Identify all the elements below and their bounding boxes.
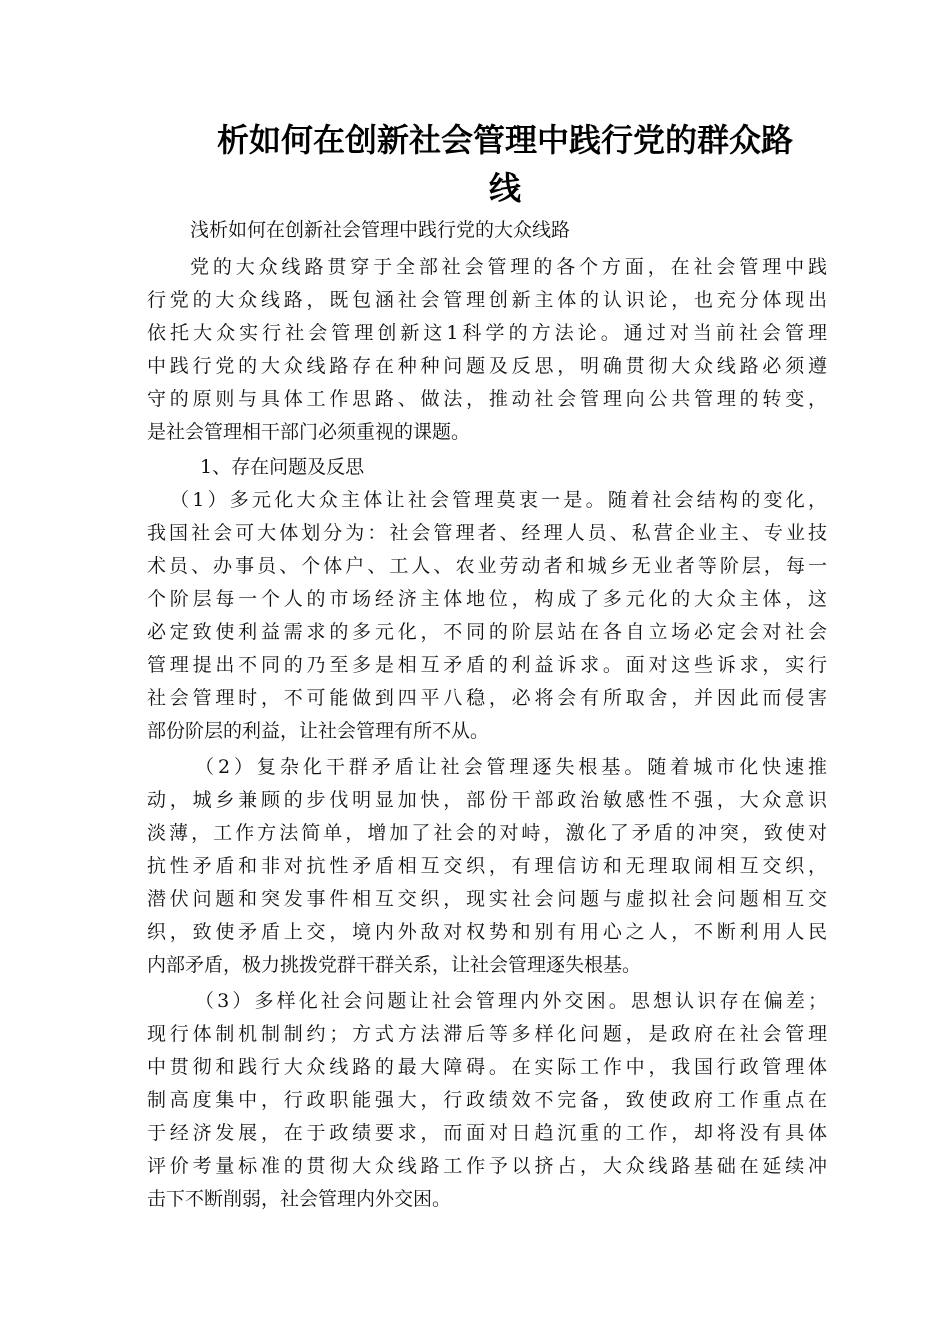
paragraph-line: 管理提出不同的乃至多是相互矛盾的利益诉求。面对这些诉求，实行 bbox=[147, 654, 827, 676]
paragraph-line: 党的大众线路贯穿于全部社会管理的各个方面，在社会管理中践 bbox=[190, 256, 827, 278]
paragraph-line: 行党的大众线路，既包涵社会管理创新主体的认识论，也充分体现出 bbox=[147, 289, 827, 311]
paragraph-line: 个阶层每一个人的市场经济主体地位，构成了多元化的大众主体，这 bbox=[147, 588, 827, 610]
paragraph-line: 内部矛盾，极力挑拨党群干群关系，让社会管理逐失根基。 bbox=[147, 954, 642, 976]
paragraph-line: 动，城乡兼顾的步伐明显加快，部份干部政治敏感性不强，大众意识 bbox=[147, 789, 827, 811]
document-title-line-1: 析如何在创新社会管理中践行党的群众路 bbox=[216, 121, 793, 159]
paragraph-line: （2）复杂化干群矛盾让社会管理逐失根基。随着城市化快速推 bbox=[195, 756, 827, 778]
paragraph-line: （1）多元化大众主体让社会管理莫衷一是。随着社会结构的变化， bbox=[170, 489, 827, 511]
paragraph-line: 中践行党的大众线路存在种种问题及反思，明确贯彻大众线路必须遵 bbox=[147, 355, 827, 377]
section-heading: 1、存在问题及反思 bbox=[200, 456, 365, 478]
paragraph-line: 制高度集中，行政职能强大，行政绩效不完备，致使政府工作重点在 bbox=[147, 1089, 827, 1111]
paragraph-line: 淡薄，工作方法简单，增加了社会的对峙，激化了矛盾的冲突，致使对 bbox=[147, 822, 827, 844]
paragraph-line: 潜伏问题和突发事件相互交织，现实社会问题与虚拟社会问题相互交 bbox=[147, 888, 827, 910]
paragraph-line: 评价考量标准的贯彻大众线路工作予以挤占，大众线路基础在延续冲 bbox=[147, 1155, 827, 1177]
paragraph-line: 击下不断削弱，社会管理内外交困。 bbox=[147, 1188, 452, 1210]
paragraph-line: （3）多样化社会问题让社会管理内外交困。思想认识存在偏差； bbox=[195, 990, 827, 1012]
paragraph-line: 是社会管理相干部门必须重视的课题。 bbox=[147, 421, 471, 443]
document-title-line-2: 线 bbox=[488, 169, 521, 207]
paragraph-line: 中贯彻和践行大众线路的最大障碍。在实际工作中，我国行政管理体 bbox=[147, 1056, 827, 1078]
paragraph-line: 依托大众实行社会管理创新这1科学的方法论。通过对当前社会管理 bbox=[147, 322, 827, 344]
paragraph-line: 抗性矛盾和非对抗性矛盾相互交织，有理信访和无理取闹相互交织， bbox=[147, 855, 827, 877]
paragraph-line: 社会管理时，不可能做到四平八稳，必将会有所取舍，并因此而侵害 bbox=[147, 687, 827, 709]
paragraph-line: 部份阶层的利益，让社会管理有所不从。 bbox=[147, 720, 490, 742]
paragraph-line: 织，致使矛盾上交，境内外敌对权势和别有用心之人，不断利用人民 bbox=[147, 921, 827, 943]
paragraph-line: 术员、办事员、个体户、工人、农业劳动者和城乡无业者等阶层，每一 bbox=[147, 555, 827, 577]
subtitle-line: 浅析如何在创新社会管理中践行党的大众线路 bbox=[190, 219, 571, 241]
paragraph-line: 于经济发展，在于政绩要求，而面对日趋沉重的工作，却将没有具体 bbox=[147, 1122, 827, 1144]
paragraph-line: 必定致使利益需求的多元化，不同的阶层站在各自立场必定会对社会 bbox=[147, 621, 827, 643]
paragraph-line: 现行体制机制制约；方式方法滞后等多样化问题，是政府在社会管理 bbox=[147, 1023, 827, 1045]
paragraph-line: 守的原则与具体工作思路、做法，推动社会管理向公共管理的转变， bbox=[147, 388, 827, 410]
paragraph-line: 我国社会可大体划分为：社会管理者、经理人员、私营企业主、专业技 bbox=[147, 522, 827, 544]
